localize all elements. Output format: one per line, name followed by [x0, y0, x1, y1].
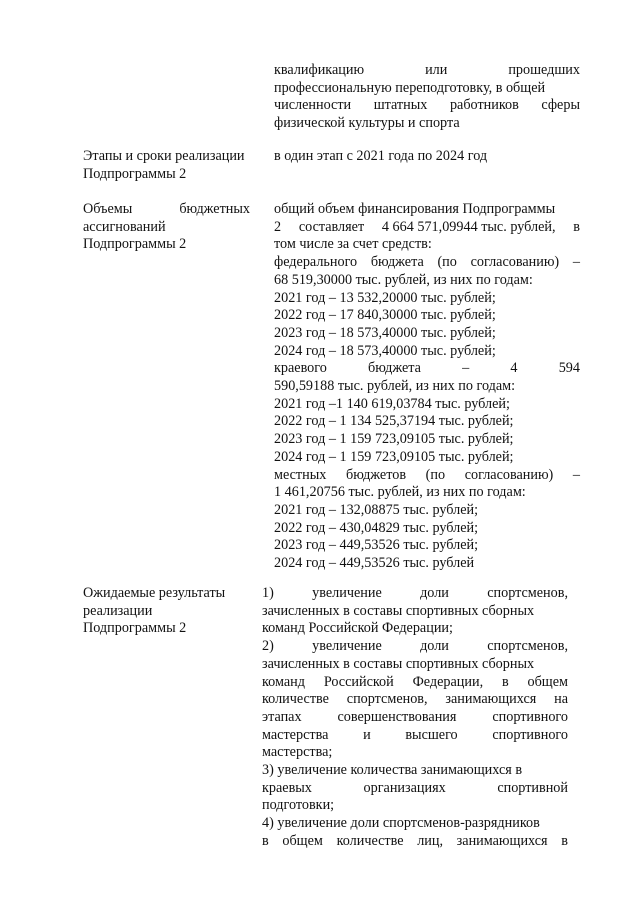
text-line: 590,59188 тыс. рублей, из них по годам: [274, 378, 516, 395]
justified-text-line [274, 219, 580, 237]
word: составляет [298, 218, 365, 235]
word: 4 [510, 360, 518, 377]
text-line: 1 461,20756 тыс. рублей, из них по годам: [274, 484, 526, 501]
word: (по [437, 254, 457, 271]
justified-text-line [83, 201, 250, 219]
word: местных [274, 466, 327, 483]
text-line: Этапы и сроки реализации [83, 148, 245, 164]
text-line: зачисленных в составы спортивных сборных [262, 655, 535, 672]
word: согласованию) [470, 254, 560, 271]
text-line: реализации [83, 602, 153, 619]
word: спортивного [492, 708, 568, 725]
word: краевых [262, 779, 312, 796]
justified-text-line [262, 674, 568, 692]
justified-text-line [262, 638, 568, 656]
justified-text-line [274, 360, 580, 378]
justified-text-line [274, 97, 580, 115]
text-line: 2022 год – 17 840,30000 тыс. рублей; [274, 307, 496, 324]
word: общем [527, 673, 568, 690]
row-label [83, 148, 250, 183]
justified-text-line [262, 727, 568, 745]
word: 2) [262, 638, 274, 655]
row-value [274, 62, 580, 133]
word: численности [274, 97, 352, 114]
text-line: 68 519,30000 тыс. рублей, из них по годам: [274, 271, 533, 288]
justified-text-line [262, 691, 568, 709]
word: краевого [274, 360, 327, 377]
word: 2 [274, 218, 282, 235]
word: количестве [262, 691, 329, 708]
text-line: 2021 год –1 140 619,03784 тыс. рублей; [274, 395, 510, 412]
word: 4 664 571,09944 тыс. рублей, [381, 218, 556, 235]
word: спортивного [492, 726, 568, 743]
word: согласованию) [464, 466, 554, 483]
word: бюджетных [179, 201, 250, 217]
word: увеличение [312, 638, 382, 655]
word: лиц, [417, 832, 443, 849]
word: доли [420, 585, 449, 601]
text-line: команд Российской Федерации; [262, 620, 453, 637]
text-line: 2023 год – 449,53526 тыс. рублей; [274, 537, 479, 554]
word: команд [262, 673, 305, 690]
row-value [262, 585, 568, 851]
text-line: 2021 год – 13 532,20000 тыс. рублей; [274, 289, 496, 306]
word: федерального [274, 254, 358, 271]
text-line: 2024 год – 449,53526 тыс. рублей [274, 555, 475, 572]
word: занимающихся [456, 832, 548, 849]
word: на [554, 691, 568, 708]
word: штатных [373, 97, 428, 114]
text-line: 4) увеличение доли спортсменов-разрядников [262, 815, 540, 832]
text-line: в один этап с 2021 года по 2024 год [274, 148, 488, 164]
text-line: том числе за счет средств: [274, 236, 432, 253]
word: 594 [558, 360, 580, 377]
word: Объемы [83, 201, 133, 217]
text-line: 2022 год – 1 134 525,37194 тыс. рублей; [274, 413, 514, 430]
word: доли [420, 638, 449, 655]
word: в [501, 673, 509, 690]
row-value [274, 148, 580, 166]
text-line: Подпрограммы 2 [83, 620, 187, 637]
word: этапах [262, 708, 302, 725]
word: количестве [336, 832, 404, 849]
word: работников [449, 97, 519, 114]
text-line: 2023 год – 18 573,40000 тыс. рублей; [274, 324, 496, 341]
word: 1) [262, 585, 274, 601]
word: (по [425, 466, 446, 483]
text-line: 2022 год – 430,04829 тыс. рублей; [274, 519, 479, 536]
text-line: 2024 год – 18 573,40000 тыс. рублей; [274, 342, 496, 359]
text-line: 2021 год – 132,08875 тыс. рублей; [274, 501, 479, 518]
word: занимающихся [445, 691, 537, 708]
word: увеличение [312, 585, 382, 601]
word: бюджета [370, 254, 424, 271]
text-line: общий объем финансирования Подпрограммы [274, 201, 556, 217]
justified-text-line [262, 585, 568, 603]
word: бюджета [368, 360, 421, 377]
word: спортсменов, [346, 691, 428, 708]
text-line: физической культуры и спорта [274, 115, 460, 132]
word: спортивной [497, 779, 568, 796]
text-line: ассигнований [83, 218, 166, 235]
text-line: подготовки; [262, 797, 335, 814]
text-line: зачисленных в составы спортивных сборных [262, 602, 535, 619]
word: в [573, 218, 580, 235]
word: совершенствования [337, 708, 457, 725]
word: спортсменов, [487, 585, 568, 601]
row-value [274, 201, 580, 573]
word: общем [282, 832, 323, 849]
word: спортсменов, [487, 638, 568, 655]
word: – [462, 360, 470, 377]
word: мастерства [262, 726, 329, 743]
justified-text-line [274, 467, 580, 485]
word: бюджетов [345, 466, 407, 483]
word: сферы [541, 97, 580, 114]
text-line: профессиональную переподготовку, в общей [274, 79, 546, 96]
word: квалификацию [274, 62, 365, 78]
word: Российской [323, 673, 394, 690]
text-line: 2023 год – 1 159 723,09105 тыс. рублей; [274, 431, 514, 448]
justified-text-line [262, 780, 568, 798]
word: высшего [405, 726, 458, 743]
word: – [572, 254, 580, 271]
word: организациях [363, 779, 446, 796]
word: в [262, 832, 269, 849]
text-line: 2024 год – 1 159 723,09105 тыс. рублей; [274, 448, 514, 465]
text-line: 3) увеличение количества занимающихся в [262, 762, 523, 779]
justified-text-line [262, 833, 568, 851]
word: в [561, 832, 568, 849]
text-line: мастерства; [262, 744, 333, 761]
text-line: Подпрограммы 2 [83, 236, 187, 253]
word: Федерации, [412, 673, 484, 690]
word: – [572, 466, 580, 483]
text-line: Подпрограммы 2 [83, 165, 187, 182]
row-label [83, 585, 250, 638]
justified-text-line [274, 254, 580, 272]
word: прошедших [508, 62, 580, 78]
word: или [425, 62, 448, 78]
word: и [363, 726, 371, 743]
text-line: Ожидаемые результаты [83, 585, 226, 601]
justified-text-line [274, 62, 580, 80]
justified-text-line [262, 709, 568, 727]
row-label [83, 201, 250, 254]
